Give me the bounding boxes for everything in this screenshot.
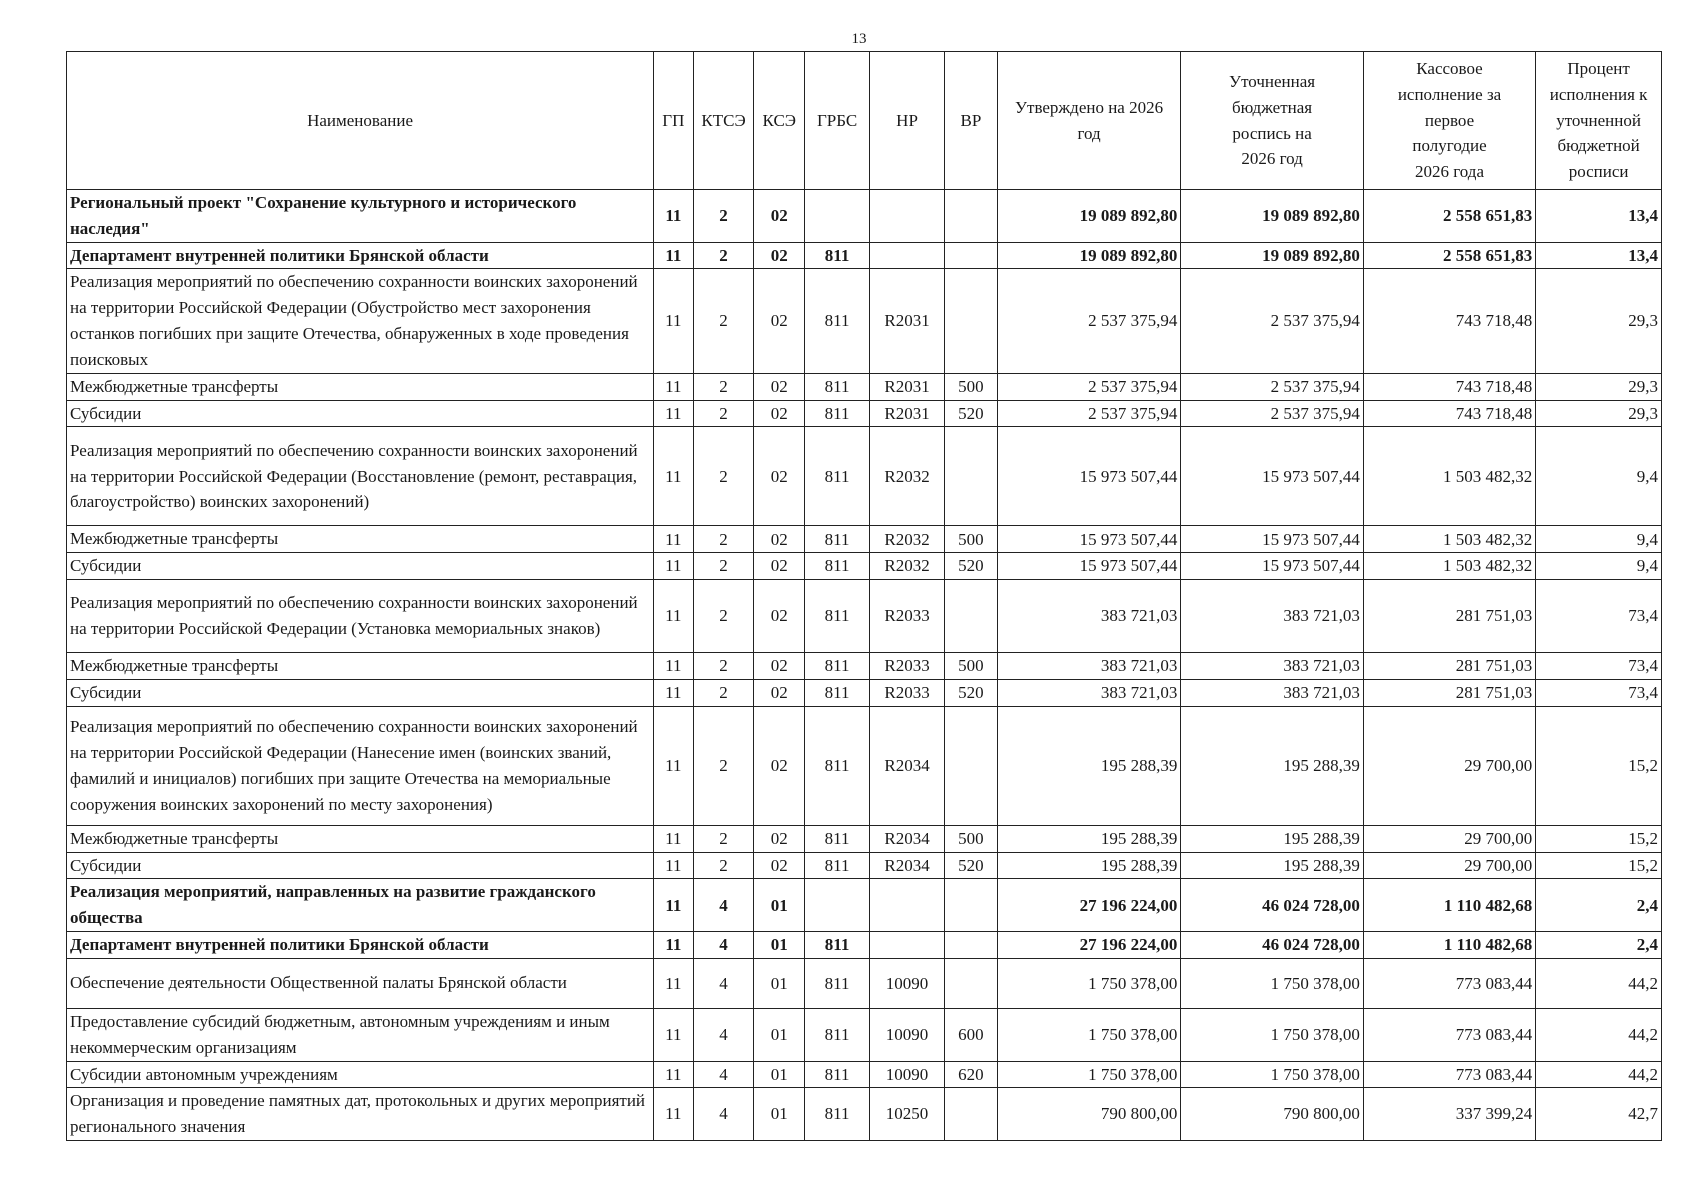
vr-cell — [945, 269, 998, 373]
grbs-cell — [805, 190, 870, 243]
kse-cell: 02 — [754, 373, 805, 400]
table-header-row — [67, 52, 1662, 190]
percent-cell: 44,2 — [1536, 1008, 1662, 1061]
approved-cell: 383 721,03 — [997, 580, 1181, 653]
refined-cell: 383 721,03 — [1181, 679, 1364, 706]
table-row — [67, 679, 1662, 706]
nr-cell: R2032 — [870, 427, 945, 526]
name-cell: Департамент внутренней политики Брянской области — [67, 242, 654, 269]
cash-cell: 743 718,48 — [1363, 269, 1535, 373]
kse-cell: 01 — [754, 1088, 805, 1141]
vr-cell: 500 — [945, 373, 998, 400]
table-row — [67, 190, 1662, 243]
percent-cell: 13,4 — [1536, 190, 1662, 243]
kse-cell: 02 — [754, 825, 805, 852]
kse-cell: 01 — [754, 932, 805, 959]
table-row — [67, 958, 1662, 1008]
approved-cell: 27 196 224,00 — [997, 932, 1181, 959]
cash-cell: 281 751,03 — [1363, 679, 1535, 706]
header-name: Наименование — [67, 52, 654, 190]
gp-cell: 11 — [654, 269, 694, 373]
refined-cell: 2 537 375,94 — [1181, 269, 1364, 373]
percent-cell: 44,2 — [1536, 958, 1662, 1008]
name-cell: Межбюджетные трансферты — [67, 373, 654, 400]
table-row — [67, 852, 1662, 879]
gp-cell: 11 — [654, 1088, 694, 1141]
gp-cell: 11 — [654, 679, 694, 706]
gp-cell: 11 — [654, 825, 694, 852]
gp-cell: 11 — [654, 427, 694, 526]
table-row — [67, 1088, 1662, 1141]
refined-cell: 1 750 378,00 — [1181, 1008, 1364, 1061]
kse-cell: 02 — [754, 580, 805, 653]
ktse-cell: 2 — [693, 427, 754, 526]
table-row — [67, 653, 1662, 680]
nr-cell — [870, 932, 945, 959]
header-grbs: ГРБС — [805, 52, 870, 190]
ktse-cell: 2 — [693, 269, 754, 373]
refined-cell: 15 973 507,44 — [1181, 427, 1364, 526]
header-cash: Кассовое исполнение за первое полугодие 2026 года — [1363, 52, 1535, 190]
table-row — [67, 427, 1662, 526]
kse-cell: 02 — [754, 653, 805, 680]
name-cell: Реализация мероприятий, направленных на развитие гражданского общества — [67, 879, 654, 932]
vr-cell: 620 — [945, 1061, 998, 1088]
vr-cell: 500 — [945, 526, 998, 553]
approved-cell: 1 750 378,00 — [997, 1008, 1181, 1061]
kse-cell: 02 — [754, 526, 805, 553]
vr-cell — [945, 242, 998, 269]
name-cell: Реализация мероприятий по обеспечению сохранности воинских захоронений на территории Российской Федерации (Восстановление (ремонт, реставрация, благоустройство) воинских захоронений) — [67, 427, 654, 526]
table-row — [67, 400, 1662, 427]
table-row — [67, 580, 1662, 653]
percent-cell: 9,4 — [1536, 553, 1662, 580]
approved-cell: 19 089 892,80 — [997, 190, 1181, 243]
name-cell: Реализация мероприятий по обеспечению сохранности воинских захоронений на территории Российской Федерации (Установка мемориальных знаков) — [67, 580, 654, 653]
gp-cell: 11 — [654, 653, 694, 680]
vr-cell — [945, 580, 998, 653]
refined-cell: 2 537 375,94 — [1181, 373, 1364, 400]
refined-cell: 195 288,39 — [1181, 825, 1364, 852]
name-cell: Межбюджетные трансферты — [67, 526, 654, 553]
percent-cell: 2,4 — [1536, 932, 1662, 959]
name-cell: Реализация мероприятий по обеспечению сохранности воинских захоронений на территории Российской Федерации (Нанесение имен (воинских званий, фамилий и инициалов) погибших при защите Отечества на мемориальные сооружения воинских захоронений по месту захоронения) — [67, 706, 654, 825]
ktse-cell: 4 — [693, 958, 754, 1008]
ktse-cell: 4 — [693, 932, 754, 959]
nr-cell: 10090 — [870, 1061, 945, 1088]
grbs-cell: 811 — [805, 427, 870, 526]
cash-cell: 1 110 482,68 — [1363, 932, 1535, 959]
grbs-cell: 811 — [805, 553, 870, 580]
table-row — [67, 553, 1662, 580]
grbs-cell: 811 — [805, 373, 870, 400]
approved-cell: 1 750 378,00 — [997, 958, 1181, 1008]
grbs-cell: 811 — [805, 825, 870, 852]
grbs-cell: 811 — [805, 958, 870, 1008]
gp-cell: 11 — [654, 373, 694, 400]
cash-cell: 29 700,00 — [1363, 852, 1535, 879]
cash-cell: 2 558 651,83 — [1363, 190, 1535, 243]
cash-cell: 1 503 482,32 — [1363, 427, 1535, 526]
table-row — [67, 269, 1662, 373]
name-cell: Реализация мероприятий по обеспечению сохранности воинских захоронений на территории Российской Федерации (Обустройство мест захоронения останков погибших при защите Отечества, обнаруженных в ходе проведения поисковых — [67, 269, 654, 373]
refined-cell: 790 800,00 — [1181, 1088, 1364, 1141]
table-row — [67, 879, 1662, 932]
kse-cell: 01 — [754, 1061, 805, 1088]
kse-cell: 02 — [754, 242, 805, 269]
nr-cell: R2034 — [870, 825, 945, 852]
ktse-cell: 2 — [693, 553, 754, 580]
vr-cell — [945, 427, 998, 526]
ktse-cell: 2 — [693, 242, 754, 269]
percent-cell: 73,4 — [1536, 580, 1662, 653]
table-row — [67, 526, 1662, 553]
nr-cell — [870, 190, 945, 243]
refined-cell: 195 288,39 — [1181, 706, 1364, 825]
name-cell: Субсидии — [67, 852, 654, 879]
nr-cell: R2031 — [870, 373, 945, 400]
cash-cell: 1 503 482,32 — [1363, 526, 1535, 553]
vr-cell: 600 — [945, 1008, 998, 1061]
grbs-cell: 811 — [805, 932, 870, 959]
name-cell: Субсидии — [67, 679, 654, 706]
kse-cell: 01 — [754, 958, 805, 1008]
approved-cell: 790 800,00 — [997, 1088, 1181, 1141]
gp-cell: 11 — [654, 580, 694, 653]
percent-cell: 73,4 — [1536, 653, 1662, 680]
grbs-cell: 811 — [805, 706, 870, 825]
nr-cell: 10250 — [870, 1088, 945, 1141]
approved-cell: 15 973 507,44 — [997, 553, 1181, 580]
kse-cell: 02 — [754, 400, 805, 427]
vr-cell — [945, 958, 998, 1008]
cash-cell: 773 083,44 — [1363, 1061, 1535, 1088]
percent-cell: 15,2 — [1536, 706, 1662, 825]
grbs-cell: 811 — [805, 1008, 870, 1061]
table-row — [67, 242, 1662, 269]
header-ktse: КТСЭ — [693, 52, 754, 190]
ktse-cell: 2 — [693, 679, 754, 706]
ktse-cell: 2 — [693, 190, 754, 243]
ktse-cell: 2 — [693, 580, 754, 653]
header-nr: НР — [870, 52, 945, 190]
cash-cell: 29 700,00 — [1363, 825, 1535, 852]
kse-cell: 02 — [754, 190, 805, 243]
percent-cell: 73,4 — [1536, 679, 1662, 706]
name-cell: Департамент внутренней политики Брянской области — [67, 932, 654, 959]
percent-cell: 15,2 — [1536, 825, 1662, 852]
nr-cell: R2032 — [870, 553, 945, 580]
ktse-cell: 4 — [693, 1008, 754, 1061]
ktse-cell: 2 — [693, 373, 754, 400]
nr-cell: R2034 — [870, 852, 945, 879]
gp-cell: 11 — [654, 706, 694, 825]
grbs-cell — [805, 879, 870, 932]
vr-cell: 500 — [945, 653, 998, 680]
ktse-cell: 4 — [693, 879, 754, 932]
vr-cell — [945, 190, 998, 243]
grbs-cell: 811 — [805, 400, 870, 427]
nr-cell: R2031 — [870, 400, 945, 427]
percent-cell: 29,3 — [1536, 269, 1662, 373]
refined-cell: 1 750 378,00 — [1181, 958, 1364, 1008]
gp-cell: 11 — [654, 190, 694, 243]
kse-cell: 02 — [754, 679, 805, 706]
approved-cell: 2 537 375,94 — [997, 269, 1181, 373]
gp-cell: 11 — [654, 958, 694, 1008]
percent-cell: 2,4 — [1536, 879, 1662, 932]
cash-cell: 281 751,03 — [1363, 653, 1535, 680]
header-refined: Уточненная бюджетная роспись на 2026 год — [1181, 52, 1364, 190]
approved-cell: 27 196 224,00 — [997, 879, 1181, 932]
grbs-cell: 811 — [805, 1061, 870, 1088]
refined-cell: 15 973 507,44 — [1181, 553, 1364, 580]
nr-cell: R2033 — [870, 580, 945, 653]
grbs-cell: 811 — [805, 679, 870, 706]
percent-cell: 29,3 — [1536, 373, 1662, 400]
gp-cell: 11 — [654, 879, 694, 932]
grbs-cell: 811 — [805, 852, 870, 879]
nr-cell: R2034 — [870, 706, 945, 825]
kse-cell: 01 — [754, 1008, 805, 1061]
approved-cell: 383 721,03 — [997, 653, 1181, 680]
approved-cell: 2 537 375,94 — [997, 373, 1181, 400]
nr-cell: 10090 — [870, 958, 945, 1008]
gp-cell: 11 — [654, 852, 694, 879]
cash-cell: 773 083,44 — [1363, 958, 1535, 1008]
vr-cell: 520 — [945, 400, 998, 427]
gp-cell: 11 — [654, 400, 694, 427]
grbs-cell: 811 — [805, 269, 870, 373]
percent-cell: 44,2 — [1536, 1061, 1662, 1088]
grbs-cell: 811 — [805, 1088, 870, 1141]
page-number: 13 — [851, 31, 867, 47]
ktse-cell: 4 — [693, 1061, 754, 1088]
percent-cell: 42,7 — [1536, 1088, 1662, 1141]
header-approved: Утверждено на 2026 год — [997, 52, 1181, 190]
ktse-cell: 2 — [693, 825, 754, 852]
cash-cell: 1 110 482,68 — [1363, 879, 1535, 932]
gp-cell: 11 — [654, 1008, 694, 1061]
vr-cell: 520 — [945, 679, 998, 706]
refined-cell: 19 089 892,80 — [1181, 242, 1364, 269]
gp-cell: 11 — [654, 1061, 694, 1088]
approved-cell: 15 973 507,44 — [997, 427, 1181, 526]
table-body — [67, 190, 1662, 1141]
percent-cell: 9,4 — [1536, 427, 1662, 526]
header-gp: ГП — [654, 52, 694, 190]
table-row — [67, 825, 1662, 852]
refined-cell: 46 024 728,00 — [1181, 879, 1364, 932]
table-row — [67, 932, 1662, 959]
table-row — [67, 1061, 1662, 1088]
vr-cell — [945, 1088, 998, 1141]
kse-cell: 02 — [754, 553, 805, 580]
nr-cell: R2033 — [870, 679, 945, 706]
gp-cell: 11 — [654, 553, 694, 580]
gp-cell: 11 — [654, 932, 694, 959]
gp-cell: 11 — [654, 242, 694, 269]
name-cell: Предоставление субсидий бюджетным, автономным учреждениям и иным некоммерческим организациям — [67, 1008, 654, 1061]
kse-cell: 02 — [754, 427, 805, 526]
refined-cell: 2 537 375,94 — [1181, 400, 1364, 427]
name-cell: Межбюджетные трансферты — [67, 653, 654, 680]
cash-cell: 1 503 482,32 — [1363, 553, 1535, 580]
nr-cell: R2032 — [870, 526, 945, 553]
name-cell: Межбюджетные трансферты — [67, 825, 654, 852]
kse-cell: 01 — [754, 879, 805, 932]
percent-cell: 15,2 — [1536, 852, 1662, 879]
name-cell: Субсидии — [67, 400, 654, 427]
ktse-cell: 2 — [693, 653, 754, 680]
percent-cell: 29,3 — [1536, 400, 1662, 427]
nr-cell: 10090 — [870, 1008, 945, 1061]
vr-cell: 500 — [945, 825, 998, 852]
refined-cell: 15 973 507,44 — [1181, 526, 1364, 553]
name-cell: Субсидии автономным учреждениям — [67, 1061, 654, 1088]
ktse-cell: 2 — [693, 400, 754, 427]
vr-cell — [945, 706, 998, 825]
percent-cell: 13,4 — [1536, 242, 1662, 269]
cash-cell: 773 083,44 — [1363, 1008, 1535, 1061]
cash-cell: 337 399,24 — [1363, 1088, 1535, 1141]
approved-cell: 15 973 507,44 — [997, 526, 1181, 553]
kse-cell: 02 — [754, 852, 805, 879]
nr-cell — [870, 879, 945, 932]
percent-cell: 9,4 — [1536, 526, 1662, 553]
grbs-cell: 811 — [805, 242, 870, 269]
header-percent: Процент исполнения к уточненной бюджетной росписи — [1536, 52, 1662, 190]
name-cell: Региональный проект "Сохранение культурного и исторического наследия" — [67, 190, 654, 243]
name-cell: Организация и проведение памятных дат, протокольных и других мероприятий регионального значения — [67, 1088, 654, 1141]
approved-cell: 195 288,39 — [997, 706, 1181, 825]
name-cell: Обеспечение деятельности Общественной палаты Брянской области — [67, 958, 654, 1008]
refined-cell: 1 750 378,00 — [1181, 1061, 1364, 1088]
ktse-cell: 2 — [693, 706, 754, 825]
budget-table — [66, 51, 1662, 1141]
kse-cell: 02 — [754, 706, 805, 825]
nr-cell: R2033 — [870, 653, 945, 680]
vr-cell: 520 — [945, 852, 998, 879]
table-row — [67, 373, 1662, 400]
refined-cell: 383 721,03 — [1181, 653, 1364, 680]
approved-cell: 2 537 375,94 — [997, 400, 1181, 427]
cash-cell: 281 751,03 — [1363, 580, 1535, 653]
cash-cell: 743 718,48 — [1363, 400, 1535, 427]
table-row — [67, 1008, 1662, 1061]
header-kse: КСЭ — [754, 52, 805, 190]
refined-cell: 19 089 892,80 — [1181, 190, 1364, 243]
vr-cell — [945, 932, 998, 959]
approved-cell: 19 089 892,80 — [997, 242, 1181, 269]
approved-cell: 195 288,39 — [997, 852, 1181, 879]
refined-cell: 195 288,39 — [1181, 852, 1364, 879]
approved-cell: 1 750 378,00 — [997, 1061, 1181, 1088]
ktse-cell: 2 — [693, 852, 754, 879]
grbs-cell: 811 — [805, 526, 870, 553]
name-cell: Субсидии — [67, 553, 654, 580]
ktse-cell: 2 — [693, 526, 754, 553]
ktse-cell: 4 — [693, 1088, 754, 1141]
nr-cell: R2031 — [870, 269, 945, 373]
kse-cell: 02 — [754, 269, 805, 373]
cash-cell: 2 558 651,83 — [1363, 242, 1535, 269]
grbs-cell: 811 — [805, 653, 870, 680]
refined-cell: 383 721,03 — [1181, 580, 1364, 653]
table-row — [67, 706, 1662, 825]
vr-cell: 520 — [945, 553, 998, 580]
approved-cell: 383 721,03 — [997, 679, 1181, 706]
grbs-cell: 811 — [805, 580, 870, 653]
refined-cell: 46 024 728,00 — [1181, 932, 1364, 959]
vr-cell — [945, 879, 998, 932]
cash-cell: 743 718,48 — [1363, 373, 1535, 400]
nr-cell — [870, 242, 945, 269]
cash-cell: 29 700,00 — [1363, 706, 1535, 825]
gp-cell: 11 — [654, 526, 694, 553]
header-vr: ВР — [945, 52, 998, 190]
approved-cell: 195 288,39 — [997, 825, 1181, 852]
